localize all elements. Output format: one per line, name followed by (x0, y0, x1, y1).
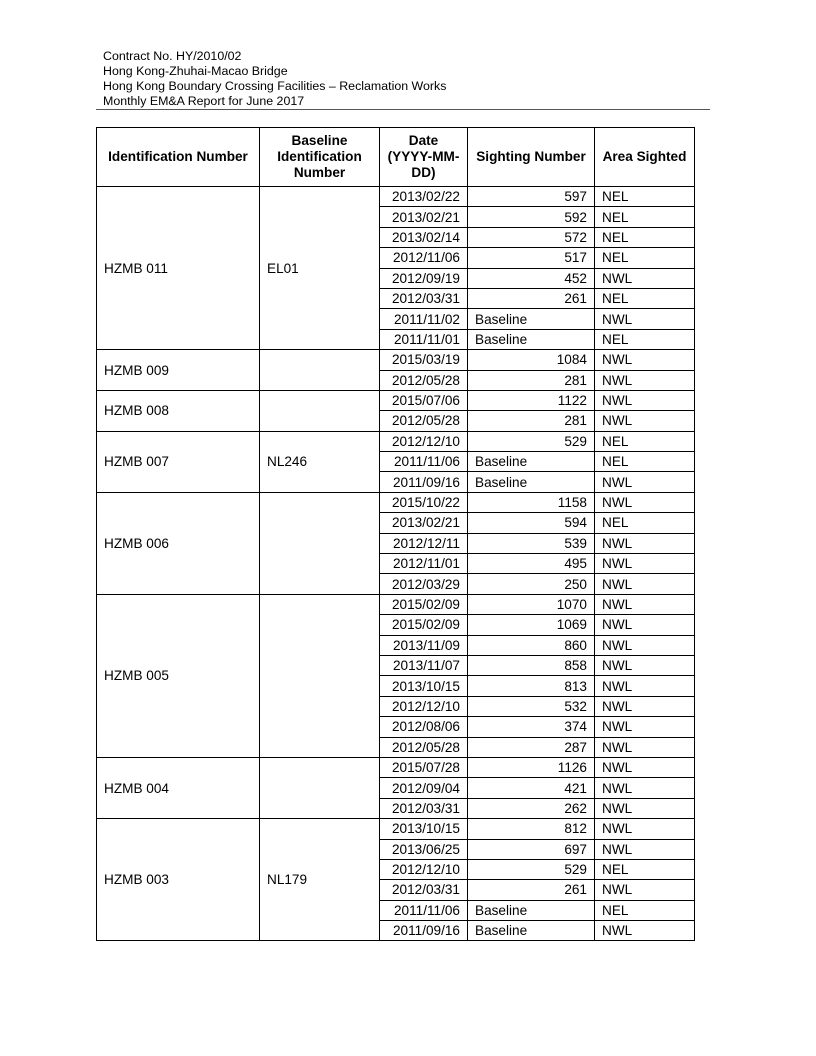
date-cell: 2012/03/31 (380, 288, 468, 308)
area-sighted-cell: NEL (595, 207, 695, 227)
date-cell: 2012/03/31 (380, 880, 468, 900)
area-sighted-cell: NEL (595, 900, 695, 920)
date-cell: 2013/06/25 (380, 839, 468, 859)
date-cell: 2015/03/19 (380, 350, 468, 370)
area-sighted-cell: NWL (595, 655, 695, 675)
sighting-number-cell: 262 (468, 798, 595, 818)
date-cell: 2015/02/09 (380, 594, 468, 614)
date-cell: 2012/03/31 (380, 798, 468, 818)
sighting-number-cell: 529 (468, 859, 595, 879)
date-cell: 2012/12/10 (380, 859, 468, 879)
area-sighted-cell: NWL (595, 676, 695, 696)
date-cell: 2012/05/28 (380, 737, 468, 757)
area-sighted-cell: NWL (595, 411, 695, 431)
sighting-number-cell: 495 (468, 554, 595, 574)
baseline-identification-cell (260, 350, 380, 391)
date-cell: 2015/07/28 (380, 757, 468, 777)
sighting-number-cell: 1070 (468, 594, 595, 614)
area-sighted-cell: NWL (595, 880, 695, 900)
date-cell: 2012/11/01 (380, 554, 468, 574)
table-row (97, 431, 695, 451)
table-row (97, 187, 695, 207)
sighting-number-cell: 261 (468, 288, 595, 308)
date-cell: 2015/10/22 (380, 492, 468, 512)
baseline-identification-cell: EL01 (260, 187, 380, 350)
sighting-number-cell: 860 (468, 635, 595, 655)
sighting-number-cell: 517 (468, 248, 595, 268)
header-divider (96, 109, 710, 110)
sighting-number-cell: 812 (468, 819, 595, 839)
table-row (97, 594, 695, 614)
sighting-number-cell: 1069 (468, 615, 595, 635)
area-sighted-cell: NWL (595, 819, 695, 839)
table-row (97, 757, 695, 777)
sighting-number-cell: 572 (468, 227, 595, 247)
area-sighted-cell: NWL (595, 696, 695, 716)
baseline-identification-cell (260, 757, 380, 818)
identification-number-cell: HZMB 003 (97, 819, 260, 941)
sighting-number-cell: Baseline (468, 900, 595, 920)
identification-number-cell: HZMB 011 (97, 187, 260, 350)
date-cell: 2012/11/06 (380, 248, 468, 268)
sighting-number-cell: 281 (468, 370, 595, 390)
date-cell: 2011/09/16 (380, 921, 468, 941)
works-name-line: Hong Kong Boundary Crossing Facilities – Reclamation Works (103, 79, 447, 93)
area-sighted-cell: NWL (595, 798, 695, 818)
area-sighted-cell: NWL (595, 778, 695, 798)
date-cell: 2013/11/09 (380, 635, 468, 655)
date-cell: 2012/05/28 (380, 411, 468, 431)
date-cell: 2013/02/22 (380, 187, 468, 207)
sighting-number-cell: 592 (468, 207, 595, 227)
sighting-number-cell: 529 (468, 431, 595, 451)
area-sighted-cell: NWL (595, 472, 695, 492)
sighting-number-cell: 287 (468, 737, 595, 757)
sighting-number-cell: 597 (468, 187, 595, 207)
date-cell: 2013/10/15 (380, 819, 468, 839)
date-cell: 2012/12/10 (380, 696, 468, 716)
identification-number-cell: HZMB 004 (97, 757, 260, 818)
report-title-line: Monthly EM&A Report for June 2017 (103, 94, 305, 108)
date-cell: 2011/11/02 (380, 309, 468, 329)
area-sighted-cell: NEL (595, 288, 695, 308)
table-body (97, 187, 695, 941)
identification-number-cell: HZMB 007 (97, 431, 260, 492)
column-header-sighting-number: Sighting Number (468, 128, 595, 187)
area-sighted-cell: NWL (595, 554, 695, 574)
area-sighted-cell: NEL (595, 431, 695, 451)
sighting-number-cell: 452 (468, 268, 595, 288)
sighting-number-cell: Baseline (468, 921, 595, 941)
sighting-number-cell: Baseline (468, 309, 595, 329)
baseline-identification-cell (260, 390, 380, 431)
area-sighted-cell: NWL (595, 717, 695, 737)
sighting-number-cell: 858 (468, 655, 595, 675)
sighting-number-cell: 1084 (468, 350, 595, 370)
sighting-number-cell: 532 (468, 696, 595, 716)
baseline-identification-cell (260, 594, 380, 757)
date-cell: 2013/11/07 (380, 655, 468, 675)
sighting-number-cell: Baseline (468, 472, 595, 492)
area-sighted-cell: NWL (595, 268, 695, 288)
date-cell: 2012/12/11 (380, 533, 468, 553)
area-sighted-cell: NEL (595, 227, 695, 247)
area-sighted-cell: NEL (595, 248, 695, 268)
date-cell: 2012/05/28 (380, 370, 468, 390)
area-sighted-cell: NWL (595, 370, 695, 390)
area-sighted-cell: NWL (595, 921, 695, 941)
area-sighted-cell: NWL (595, 615, 695, 635)
date-cell: 2013/02/14 (380, 227, 468, 247)
sighting-number-cell: 250 (468, 574, 595, 594)
sighting-number-cell: 1122 (468, 390, 595, 410)
area-sighted-cell: NWL (595, 533, 695, 553)
date-cell: 2012/09/04 (380, 778, 468, 798)
sighting-number-cell: 813 (468, 676, 595, 696)
baseline-identification-cell: NL246 (260, 431, 380, 492)
identification-number-cell: HZMB 009 (97, 350, 260, 391)
date-cell: 2013/10/15 (380, 676, 468, 696)
area-sighted-cell: NWL (595, 390, 695, 410)
sightings-table (96, 127, 695, 941)
area-sighted-cell: NEL (595, 513, 695, 533)
area-sighted-cell: NWL (595, 737, 695, 757)
date-cell: 2011/09/16 (380, 472, 468, 492)
identification-number-cell: HZMB 006 (97, 492, 260, 594)
area-sighted-cell: NWL (595, 309, 695, 329)
contract-number-line: Contract No. HY/2010/02 (103, 49, 242, 63)
page-header (103, 49, 713, 109)
date-cell: 2012/12/10 (380, 431, 468, 451)
date-cell: 2013/02/21 (380, 513, 468, 533)
table-row (97, 350, 695, 370)
sighting-number-cell: 1126 (468, 757, 595, 777)
area-sighted-cell: NWL (595, 594, 695, 614)
identification-number-cell: HZMB 008 (97, 390, 260, 431)
date-cell: 2011/11/06 (380, 452, 468, 472)
sighting-number-cell: 374 (468, 717, 595, 737)
date-cell: 2011/11/01 (380, 329, 468, 349)
area-sighted-cell: NWL (595, 635, 695, 655)
area-sighted-cell: NWL (595, 350, 695, 370)
area-sighted-cell: NEL (595, 859, 695, 879)
sighting-number-cell: 281 (468, 411, 595, 431)
sighting-number-cell: 697 (468, 839, 595, 859)
table-row (97, 819, 695, 839)
sighting-number-cell: Baseline (468, 329, 595, 349)
area-sighted-cell: NEL (595, 187, 695, 207)
sighting-number-cell: Baseline (468, 452, 595, 472)
area-sighted-cell: NWL (595, 757, 695, 777)
sighting-number-cell: 421 (468, 778, 595, 798)
sighting-number-cell: 594 (468, 513, 595, 533)
area-sighted-cell: NWL (595, 839, 695, 859)
date-cell: 2012/09/19 (380, 268, 468, 288)
date-cell: 2012/08/06 (380, 717, 468, 737)
identification-number-cell: HZMB 005 (97, 594, 260, 757)
area-sighted-cell: NWL (595, 492, 695, 512)
date-cell: 2015/02/09 (380, 615, 468, 635)
project-name-line: Hong Kong-Zhuhai-Macao Bridge (103, 64, 288, 78)
area-sighted-cell: NEL (595, 329, 695, 349)
date-cell: 2015/07/06 (380, 390, 468, 410)
column-header-date: Date (YYYY-MM-DD) (380, 128, 468, 187)
sighting-number-cell: 1158 (468, 492, 595, 512)
table-row (97, 492, 695, 512)
area-sighted-cell: NWL (595, 574, 695, 594)
date-cell: 2012/03/29 (380, 574, 468, 594)
table-header (97, 128, 695, 187)
header-row (97, 128, 695, 187)
area-sighted-cell: NEL (595, 452, 695, 472)
column-header-identification-number: Identification Number (97, 128, 260, 187)
date-cell: 2011/11/06 (380, 900, 468, 920)
column-header-baseline-identification-number: Baseline Identification Number (260, 128, 380, 187)
date-cell: 2013/02/21 (380, 207, 468, 227)
sighting-number-cell: 261 (468, 880, 595, 900)
baseline-identification-cell: NL179 (260, 819, 380, 941)
table-row (97, 390, 695, 410)
column-header-area-sighted: Area Sighted (595, 128, 695, 187)
baseline-identification-cell (260, 492, 380, 594)
sighting-number-cell: 539 (468, 533, 595, 553)
